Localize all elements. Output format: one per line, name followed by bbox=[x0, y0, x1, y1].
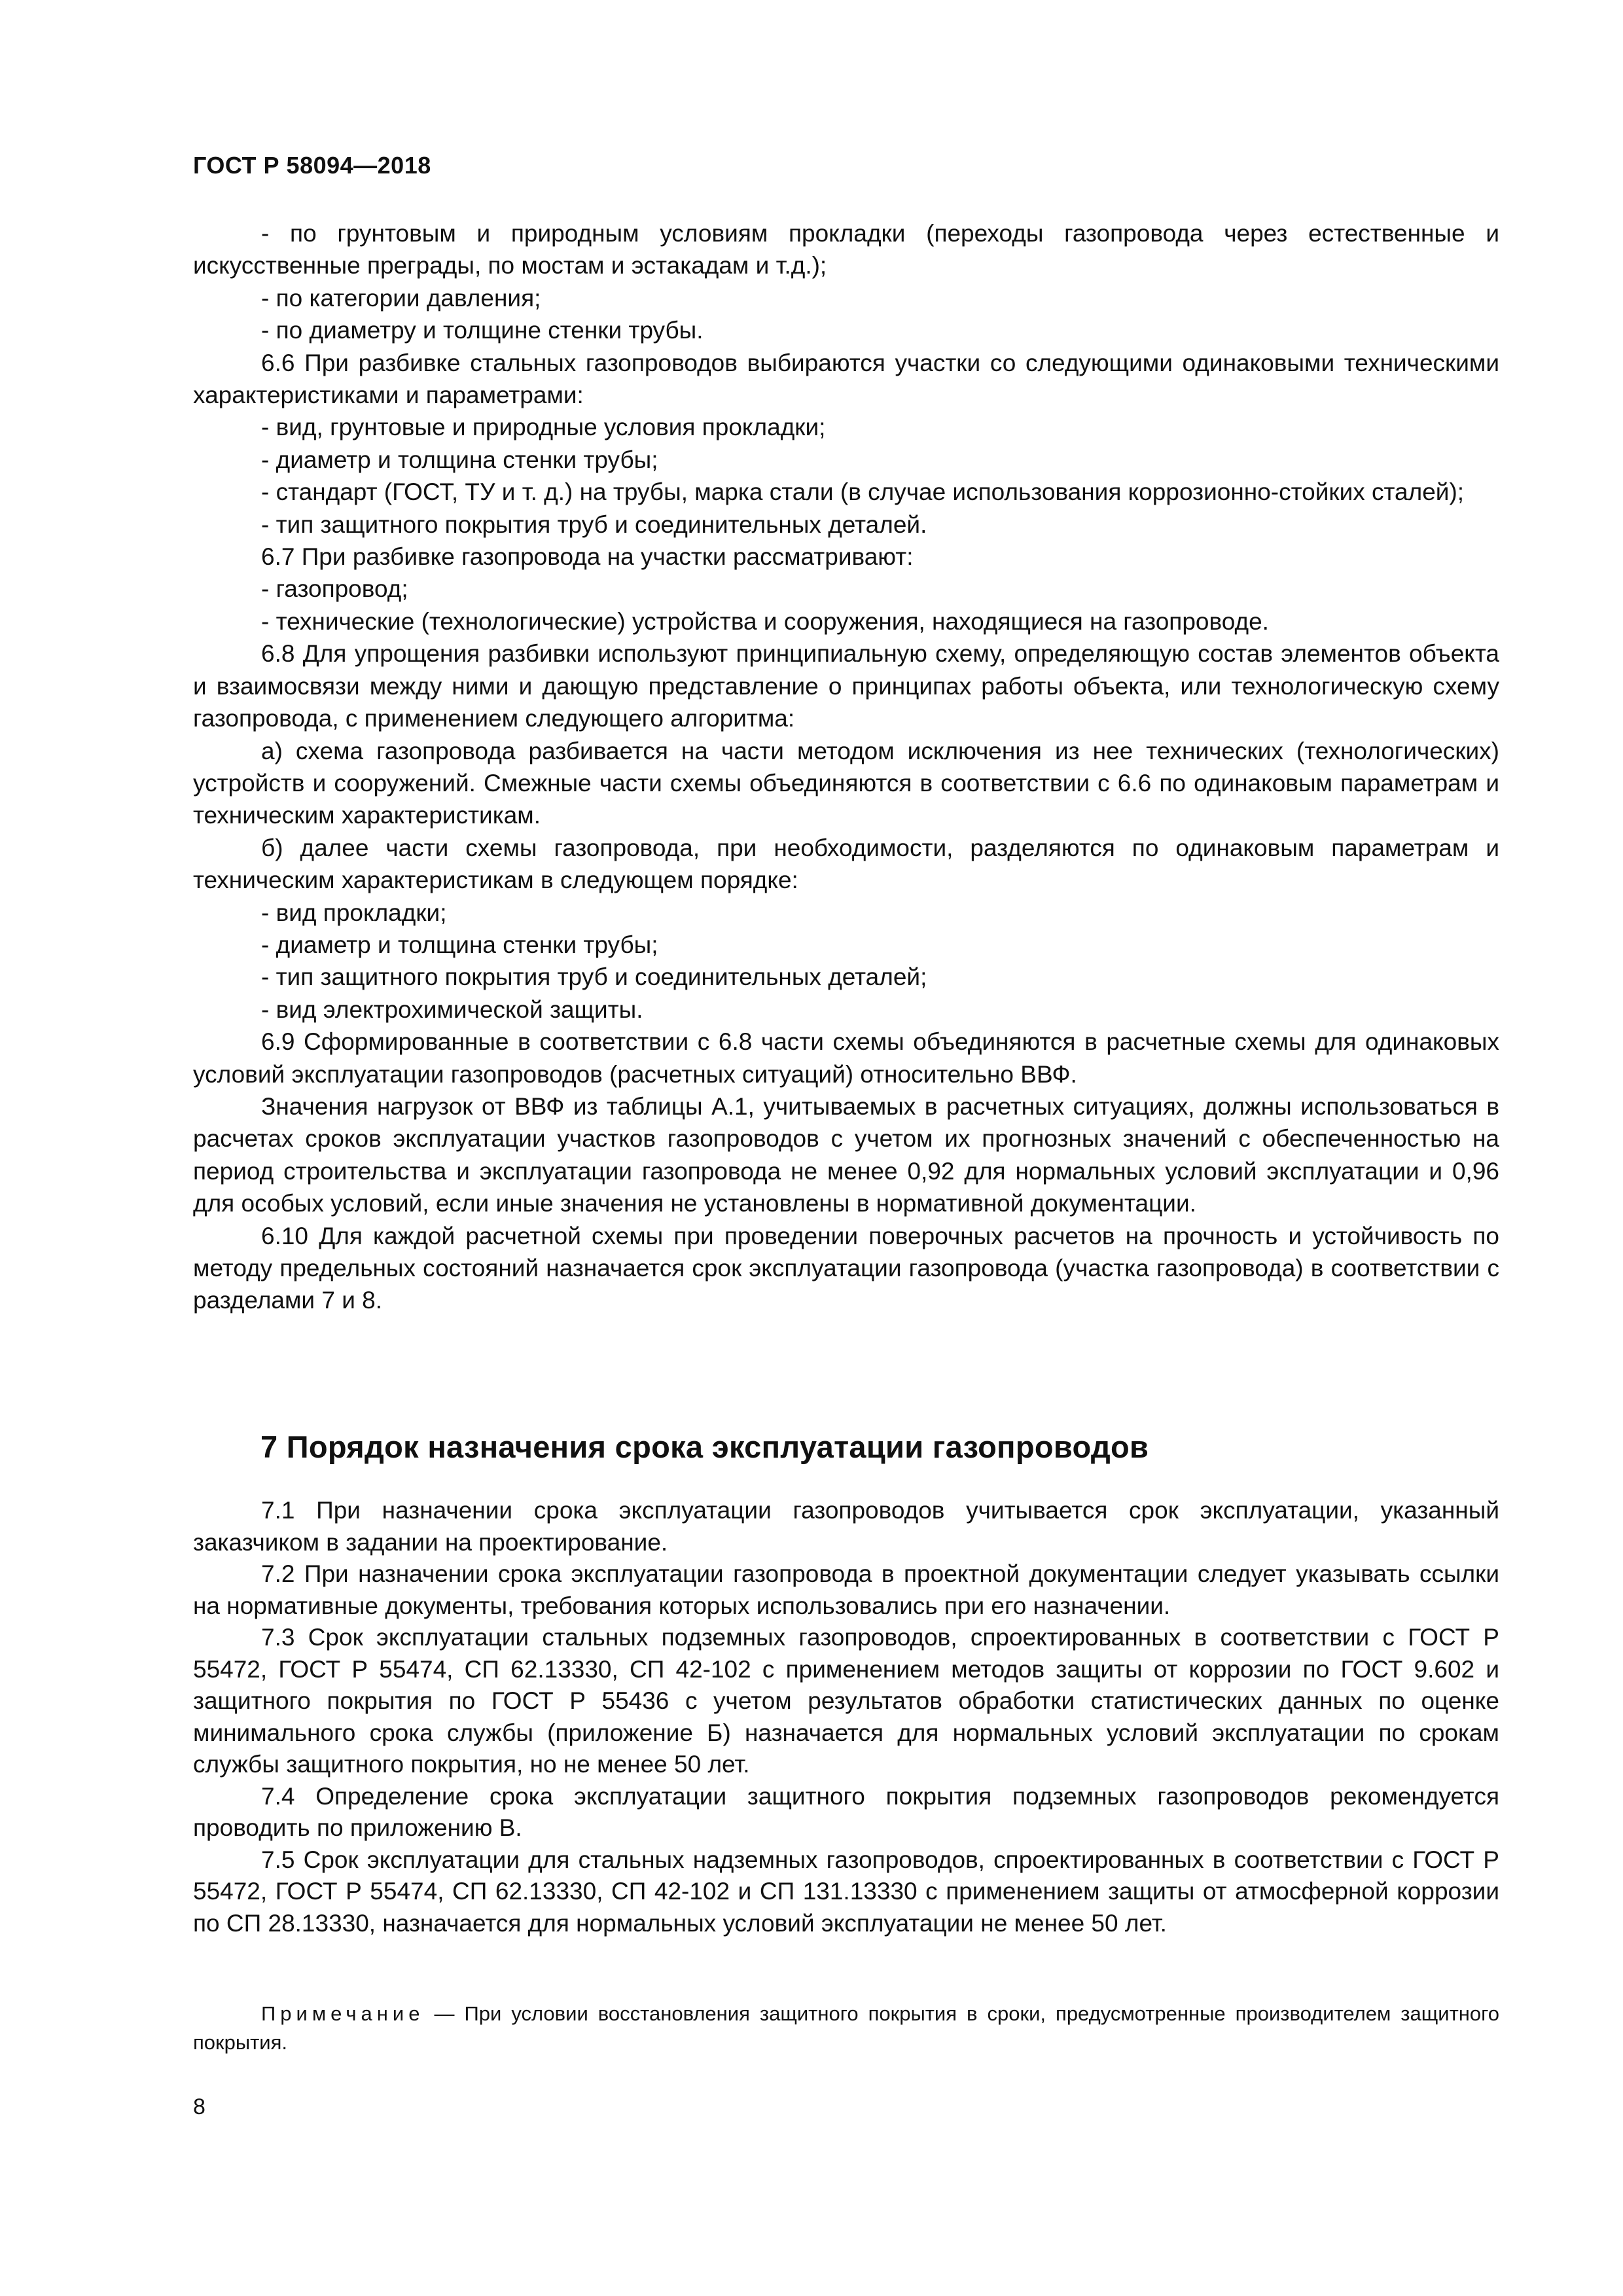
paragraph: - вид электрохимической защиты. bbox=[261, 996, 643, 1023]
paragraph: б) далее части схемы газопровода, при необходимости, разделяются по одинаковым параметрам и техническим характеристикам в следующем порядке: bbox=[193, 834, 1499, 894]
page-number: 8 bbox=[193, 2094, 205, 2119]
paragraph: 6.10 Для каждой расчетной схемы при проведении поверочных расчетов на прочность и устойчивость по методу предельных состояний назначается срок эксплуатации газопровода (участка газопровода) в соответствии с разделами 7 и 8. bbox=[193, 1222, 1499, 1314]
paragraph: 6.6 При разбивке стальных газопроводов выбираются участки со следующими одинаковыми техническими характеристиками и параметрами: bbox=[193, 349, 1499, 409]
paragraph: - вид прокладки; bbox=[261, 899, 447, 926]
paragraph: - по категории давления; bbox=[261, 284, 541, 312]
paragraph: 7.5 Срок эксплуатации для стальных надземных газопроводов, спроектированных в соответствии с ГОСТ Р 55472, ГОСТ Р 55474, СП 62.13330, СП 42-102 и СП 131.13330 с применением защиты от атмосферной коррозии по СП 28.13330, назначается для нормальных условий эксплуатации не менее 50 лет. bbox=[193, 1846, 1499, 1937]
note-block bbox=[193, 2000, 1499, 2057]
paragraph: 7.2 При назначении срока эксплуатации газопровода в проектной документации следует указывать ссылки на нормативные документы, требования которых использовались при его назначении. bbox=[193, 1560, 1499, 1619]
paragraph: 7.1 При назначении срока эксплуатации газопроводов учитывается срок эксплуатации, указанный заказчиком в задании на проектирование. bbox=[193, 1497, 1499, 1556]
note-paragraph bbox=[193, 2000, 1499, 2057]
paragraph: 6.8 Для упрощения разбивки используют принципиальную схему, определяющую состав элементов объекта и взаимосвязи между ними и дающую представление о принципах работы объекта, или технологическую схему газопровода, с применением следующего алгоритма: bbox=[193, 640, 1499, 732]
note-text: — При условии восстановления защитного покрытия в сроки, предусмотренные производителем защитного покрытия. bbox=[193, 2002, 1499, 2054]
paragraph: 6.9 Сформированные в соответствии с 6.8 части схемы объединяются в расчетные схемы для одинаковых условий эксплуатации газопроводов (расчетных ситуаций) относительно ВВФ. bbox=[193, 1028, 1499, 1088]
paragraph: - тип защитного покрытия труб и соединительных деталей. bbox=[261, 511, 927, 538]
paragraph: - по грунтовым и природным условиям прокладки (переходы газопровода через естественные и искусственные преграды, по мостам и эстакадам и т.д.); bbox=[193, 220, 1499, 279]
section-7-body bbox=[193, 1495, 1499, 1939]
paragraph: Значения нагрузок от ВВФ из таблицы А.1, учитываемых в расчетных ситуациях, должны использоваться в расчетах сроков эксплуатации участков газопроводов с учетом их прогнозных значений с обеспеченностью на период строительства и эксплуатации газопровода не менее 0,92 для нормальных условий эксплуатации и 0,96 для особых условий, если иные значения не установлены в нормативной документации. bbox=[193, 1092, 1499, 1217]
paragraph: а) схема газопровода разбивается на части методом исключения из нее технических (технологических) устройств и сооружений. Смежные части схемы объединяются в соответствии с 6.6 по одинаковым параметрам и техническим характеристикам. bbox=[193, 737, 1499, 829]
paragraph: - вид, грунтовые и природные условия прокладки; bbox=[261, 414, 826, 441]
document-code-header: ГОСТ Р 58094—2018 bbox=[193, 152, 431, 179]
paragraph: 7.4 Определение срока эксплуатации защитного покрытия подземных газопроводов рекомендуется проводить по приложению В. bbox=[193, 1782, 1499, 1841]
paragraph: - диаметр и толщина стенки трубы; bbox=[261, 931, 658, 958]
paragraph: 6.7 При разбивке газопровода на участки рассматривают: bbox=[261, 543, 914, 571]
paragraph: - технические (технологические) устройства и сооружения, находящиеся на газопроводе. bbox=[261, 607, 1269, 635]
paragraph: - тип защитного покрытия труб и соединительных деталей; bbox=[261, 963, 927, 991]
paragraph: - диаметр и толщина стенки трубы; bbox=[261, 446, 658, 473]
paragraph: - стандарт (ГОСТ, ТУ и т. д.) на трубы, марка стали (в случае использования коррозионно-стойких сталей); bbox=[261, 478, 1465, 506]
section-6-continuation bbox=[193, 217, 1499, 1317]
note-label: Примечание bbox=[261, 2002, 425, 2025]
section-7-heading: 7 Порядок назначения срока эксплуатации газопроводов bbox=[260, 1429, 1149, 1464]
paragraph: 7.3 Срок эксплуатации стальных подземных газопроводов, спроектированных в соответствии с ГОСТ Р 55472, ГОСТ Р 55474, СП 62.13330, СП 42-102 с применением методов защиты от коррозии по ГОСТ 9.602 и защитного покрытия по ГОСТ Р 55436 с учетом результатов обработки статистических данных по оценке минимального срока службы (приложение Б) назначается для нормальных условий эксплуатации по срокам службы защитного покрытия, но не менее 50 лет. bbox=[193, 1624, 1499, 1778]
paragraph: - газопровод; bbox=[261, 575, 408, 603]
paragraph: - по диаметру и толщине стенки трубы. bbox=[261, 317, 704, 344]
